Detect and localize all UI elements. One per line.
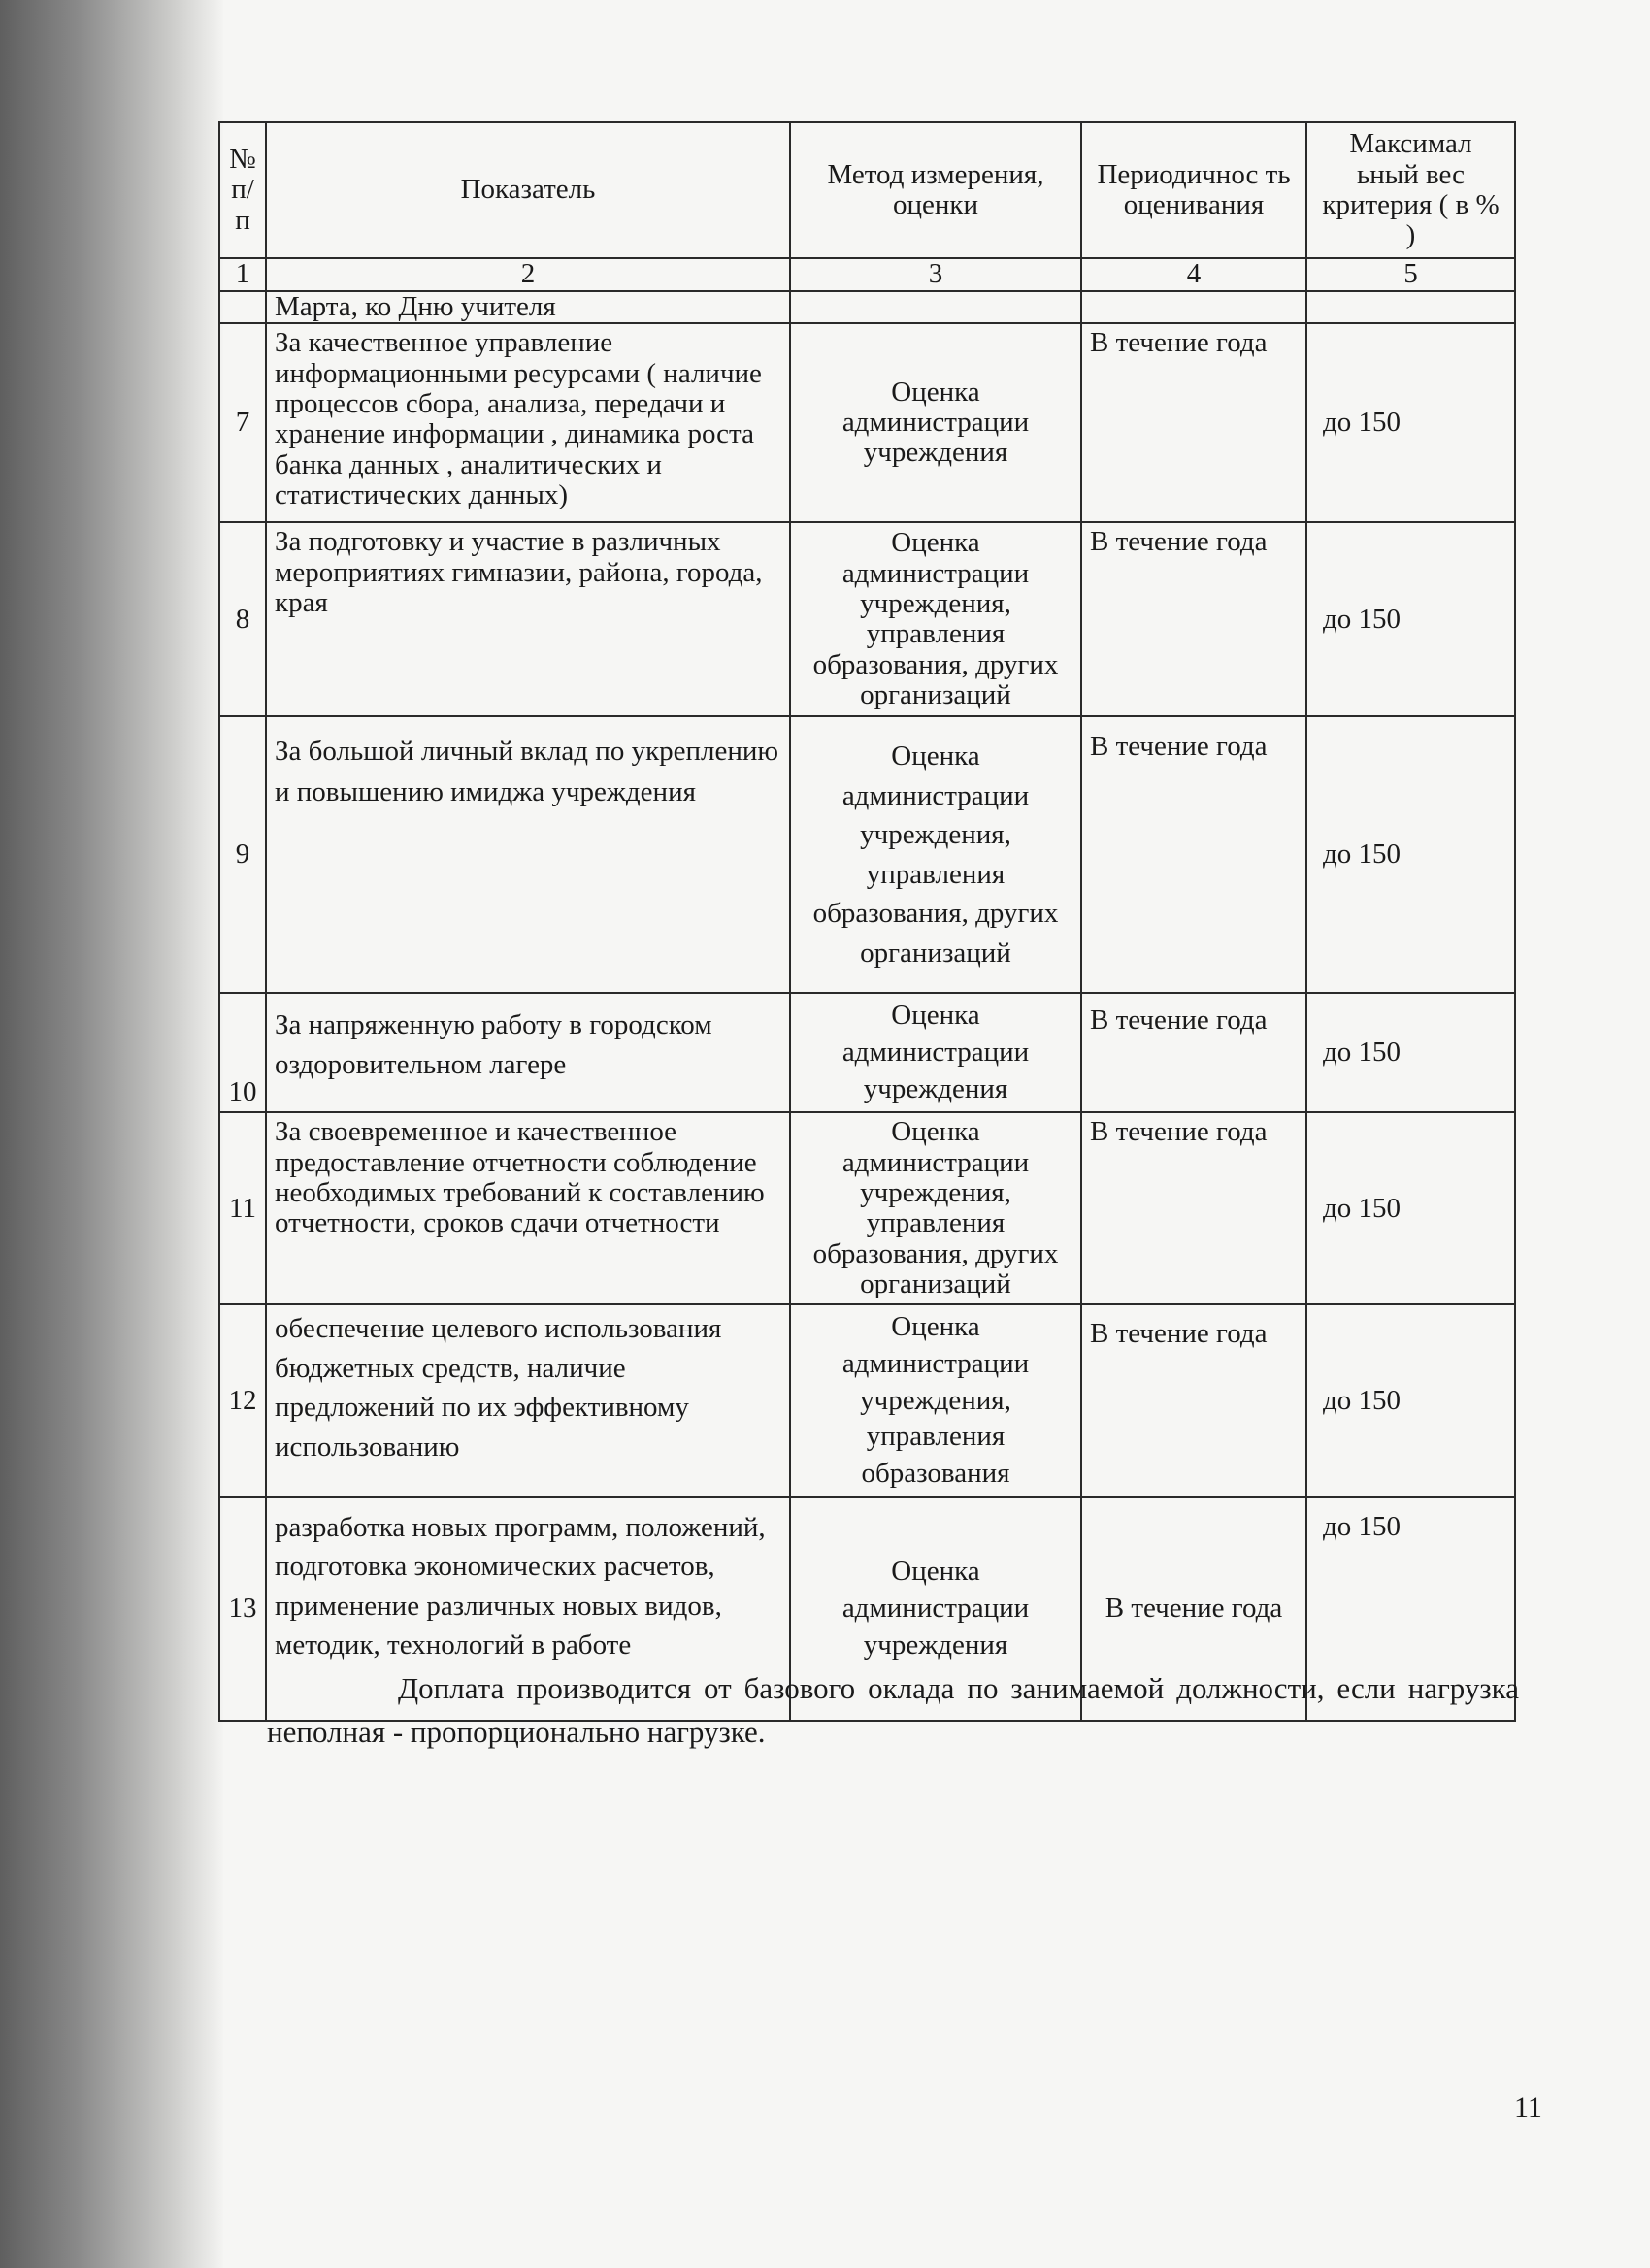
page-number: 11 bbox=[1514, 2091, 1542, 2123]
criteria-table bbox=[218, 121, 1516, 1722]
column-number-row bbox=[219, 258, 1515, 291]
header-indicator: Показатель bbox=[266, 122, 790, 258]
header-row bbox=[219, 122, 1515, 258]
row-weight: до 150 bbox=[1306, 1304, 1515, 1496]
row-indicator: За подготовку и участие в различных мероприятиях гимназии, района, города, края bbox=[266, 522, 790, 716]
header-period: Периодичнос ть оценивания bbox=[1081, 122, 1306, 258]
row-weight: до 150 bbox=[1306, 716, 1515, 993]
row-method: Оценка администрации учреждения bbox=[790, 323, 1081, 522]
row-method: Оценка администрации учреждения bbox=[790, 993, 1081, 1112]
row-weight: до 150 bbox=[1306, 522, 1515, 716]
header-weight: Максимал ьный вес критерия ( в % ) bbox=[1306, 122, 1515, 258]
table-row bbox=[219, 1112, 1515, 1304]
row-indicator: За качественное управление информационными ресурсами ( наличие процессов сбора, анализа, передачи и хранение информации , динамика роста банка данных , аналитических и статистических данных) bbox=[266, 323, 790, 522]
row-indicator: За своевременное и качественное предоставление отчетности соблюдение необходимых требований к составлению отчетности, сроков сдачи отчетности bbox=[266, 1112, 790, 1304]
table-row bbox=[219, 323, 1515, 522]
col-number: 1 bbox=[219, 258, 266, 291]
row-method: Оценка администрации учреждения, управления образования, других организаций bbox=[790, 1112, 1081, 1304]
scan-shadow bbox=[0, 0, 223, 2268]
row-indicator: За напряженную работу в городском оздоровительном лагере bbox=[266, 993, 790, 1112]
table-row bbox=[219, 522, 1515, 716]
table-row bbox=[219, 1304, 1515, 1496]
col-number: 5 bbox=[1306, 258, 1515, 291]
carry-over-row bbox=[219, 291, 1515, 323]
row-num: 7 bbox=[219, 323, 266, 522]
row-indicator: разработка новых программ, положений, подготовка экономических расчетов, применение различных новых видов, методик, технологий в работе bbox=[266, 1497, 790, 1721]
row-weight: до 150 bbox=[1306, 1112, 1515, 1304]
row-method: Оценка администрации учреждения bbox=[790, 1497, 1081, 1721]
row-num: 13 bbox=[219, 1497, 266, 1721]
footnote-paragraph: Доплата производится от базового оклада по занимаемой должности, если нагрузка неполная - пропорционально нагрузке. bbox=[267, 1671, 1519, 1749]
col-number: 3 bbox=[790, 258, 1081, 291]
header-num: № п/п bbox=[219, 122, 266, 258]
row-period: В течение года bbox=[1081, 716, 1306, 993]
row-method: Оценка администрации учреждения, управления образования, других организаций bbox=[790, 716, 1081, 993]
carry-over-text: Марта, ко Дню учителя bbox=[266, 291, 790, 323]
row-period: В течение года bbox=[1081, 323, 1306, 522]
row-period: В течение года bbox=[1081, 993, 1306, 1112]
row-indicator: обеспечение целевого использования бюджетных средств, наличие предложений по их эффективному использованию bbox=[266, 1304, 790, 1496]
row-method: Оценка администрации учреждения, управления образования, других организаций bbox=[790, 522, 1081, 716]
row-period: В течение года bbox=[1081, 1112, 1306, 1304]
row-num: 9 bbox=[219, 716, 266, 993]
row-period: В течение года bbox=[1081, 1497, 1306, 1721]
row-num: 12 bbox=[219, 1304, 266, 1496]
row-num: 8 bbox=[219, 522, 266, 716]
row-weight: до 150 bbox=[1306, 993, 1515, 1112]
row-weight: до 150 bbox=[1306, 323, 1515, 522]
table-row bbox=[219, 993, 1515, 1112]
row-method: Оценка администрации учреждения, управления образования bbox=[790, 1304, 1081, 1496]
row-weight: до 150 bbox=[1306, 1497, 1515, 1721]
row-num: 10 bbox=[219, 993, 266, 1112]
col-number: 2 bbox=[266, 258, 790, 291]
row-indicator: За большой личный вклад по укреплению и повышению имиджа учреждения bbox=[266, 716, 790, 993]
header-method: Метод измерения, оценки bbox=[790, 122, 1081, 258]
table-row bbox=[219, 716, 1515, 993]
row-period: В течение года bbox=[1081, 1304, 1306, 1496]
row-num: 11 bbox=[219, 1112, 266, 1304]
row-period: В течение года bbox=[1081, 522, 1306, 716]
col-number: 4 bbox=[1081, 258, 1306, 291]
